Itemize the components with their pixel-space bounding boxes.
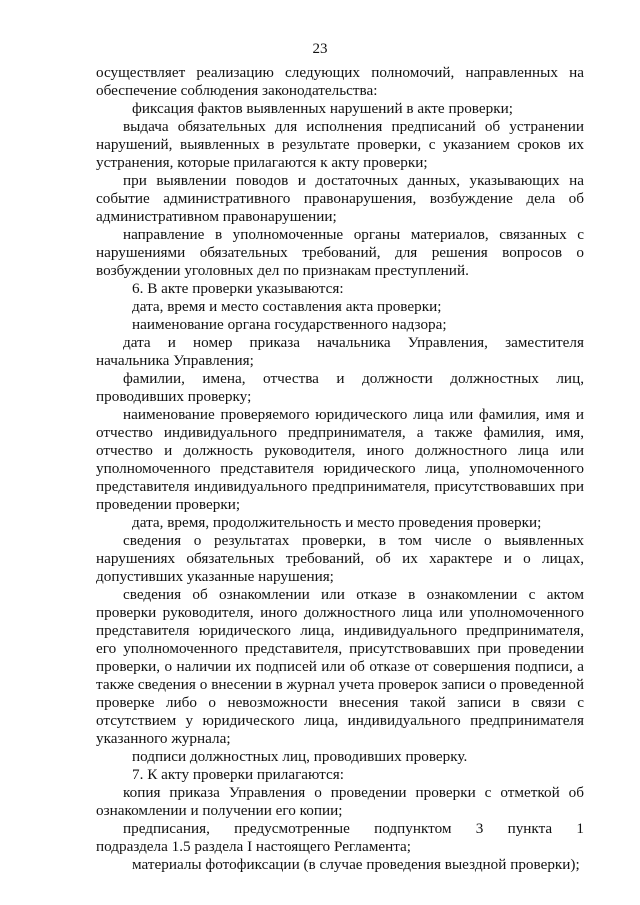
text-line: представителя юридического лица, индивидуального предпринимателя, — [96, 622, 584, 639]
text-line: подраздела 1.5 раздела I настоящего Регламента; — [96, 838, 411, 855]
text-line: проведении проверки; — [96, 496, 241, 513]
text-line: наименование органа государственного надзора; — [132, 316, 447, 333]
text-line: указанного журнала; — [96, 730, 231, 747]
page-number: 23 — [312, 41, 328, 57]
text-line: копия приказа Управления о проведении проверки с отметкой об — [123, 784, 584, 801]
text-line: дата, время, продолжительность и место проведения проверки; — [132, 514, 542, 531]
text-line: отсутствием у юридического лица, индивидуального предпринимателя — [96, 712, 584, 729]
text-line: направление в уполномоченные органы материалов, связанных с — [123, 226, 584, 243]
document-body — [96, 64, 584, 874]
text-line: событие административного правонарушения, возбуждение дела об — [96, 190, 584, 207]
text-line: устранения, которые прилагаются к акту проверки; — [96, 154, 428, 171]
text-line: фиксация фактов выявленных нарушений в акте проверки; — [132, 100, 513, 117]
text-line: сведения об ознакомлении или отказе в ознакомлении с актом — [123, 586, 584, 603]
text-line: представителя индивидуального предпринимателя, присутствовавших при — [96, 478, 584, 495]
text-line: ознакомлении и получении его копии; — [96, 802, 343, 819]
text-line: нарушений, выявленных в результате проверки, с указанием сроков их — [96, 136, 584, 153]
text-line: 6. В акте проверки указываются: — [132, 280, 344, 297]
text-line: выдача обязательных для исполнения предписаний об устранении — [123, 118, 584, 135]
text-line: нарушениями обязательных требований, для решения вопросов о — [96, 244, 584, 261]
text-line: его уполномоченного представителя, присутствовавших при проведении — [96, 640, 584, 657]
text-line: возбуждении уголовных дел по признакам преступлений. — [96, 262, 469, 279]
text-line: сведения о результатах проверки, в том числе о выявленных — [123, 532, 584, 549]
text-line: 7. К акту проверки прилагаются: — [132, 766, 344, 783]
text-line: дата и номер приказа начальника Управления, заместителя — [123, 334, 584, 351]
text-line: допустивших указанные нарушения; — [96, 568, 334, 585]
text-line: отчество индивидуального предпринимателя, а также фамилия, имя, — [96, 424, 584, 441]
text-line: дата, время и место составления акта проверки; — [132, 298, 442, 315]
text-line: проверки, о наличии их подписей или об отказе от совершения подписи, а — [96, 658, 584, 675]
text-line: подписи должностных лиц, проводивших проверку. — [132, 748, 468, 765]
text-line: осуществляет реализацию следующих полномочий, направленных на — [96, 64, 584, 81]
text-line: проверки руководителя, иного должностного лица или уполномоченного — [96, 604, 584, 621]
text-line: начальника Управления; — [96, 352, 254, 369]
text-line: проверке либо о невозможности внесения такой записи в связи с — [96, 694, 584, 711]
text-line: при выявлении поводов и достаточных данных, указывающих на — [123, 172, 584, 189]
text-line: отчество и должность руководителя, иного должностного лица или — [96, 442, 584, 459]
text-line: также сведения о внесении в журнал учета проверок записи о проведенной — [96, 676, 584, 693]
text-line: наименование проверяемого юридического лица или фамилия, имя и — [123, 406, 584, 423]
text-line: обеспечение соблюдения законодательства: — [96, 82, 378, 99]
text-line: нарушениях обязательных требований, об их характере и о лицах, — [96, 550, 584, 567]
text-line: административном правонарушении; — [96, 208, 337, 225]
text-line: фамилии, имена, отчества и должности должностных лиц, — [123, 370, 584, 387]
text-line: проводивших проверку; — [96, 388, 252, 405]
text-line: предписания, предусмотренные подпунктом 3 пункта 1 — [123, 820, 584, 837]
text-line: материалы фотофиксации (в случае проведения выездной проверки); — [132, 856, 580, 873]
text-line: уполномоченного представителя юридического лица, уполномоченного — [96, 460, 584, 477]
